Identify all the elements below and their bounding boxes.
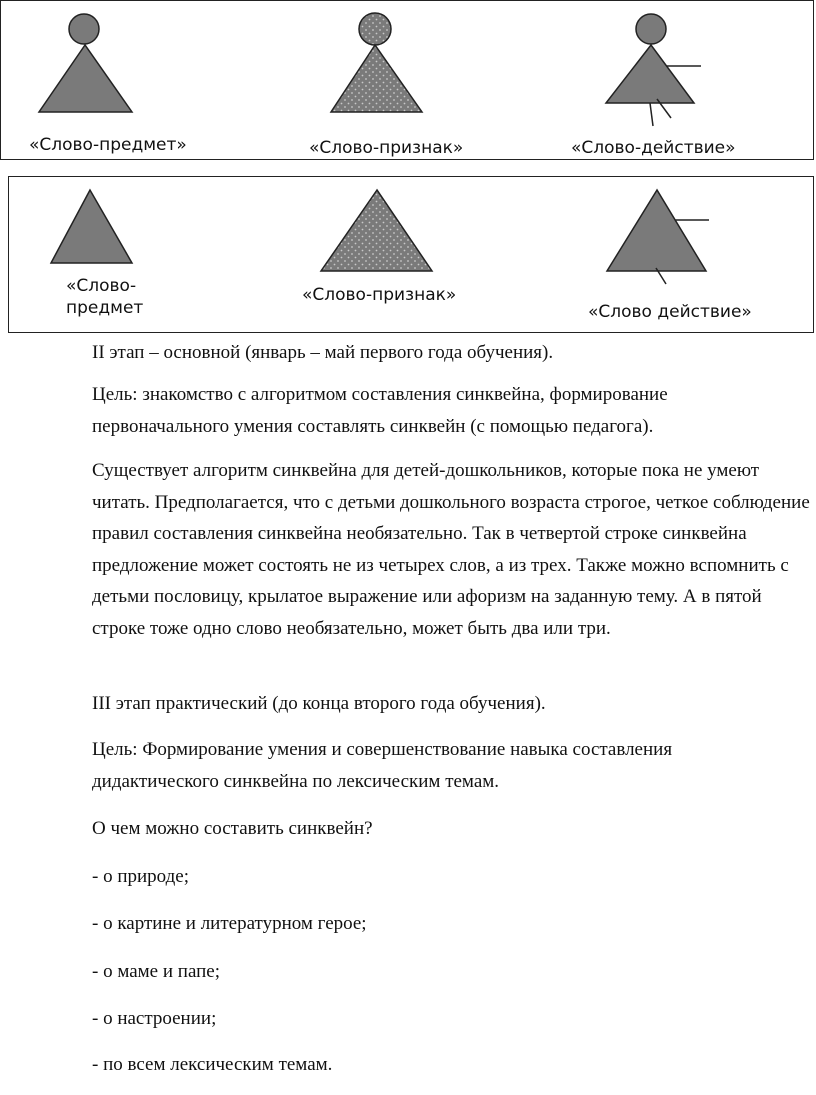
attribute-label-row1: «Слово-признак» <box>309 138 464 158</box>
list-item: - о картине и литературном герое; <box>92 913 367 934</box>
algorithm-paragraph: Существует алгоритм синквейна для детей-дошкольников, которые пока не умеют читать. Предполагается, что с детьми дошкольного возраста строгое, четкое соблюдение правил составления синквейна необязательно. Так в четвертой строке синквейна предложение может состоять не из четырех слов, а из трех. Также можно вспомнить с детьми пословицу, крылатое выражение или афоризм на заданную тему. А в пятой строке тоже одно слово необязательно, может быть два или три. <box>92 460 810 639</box>
action-label-row1: «Слово-действие» <box>571 138 736 158</box>
list-item: - о природе; <box>92 866 189 887</box>
attribute-label-row2: «Слово-признак» <box>302 285 457 305</box>
action-label-row2: «Слово действие» <box>588 302 752 322</box>
stage-2-goal: Цель: знакомство с алгоритмом составления синквейна, формирование первоначального умения составлять синквейн (с помощью педагога). <box>92 384 668 437</box>
noun-figure-row1 <box>39 14 132 112</box>
attribute-figure-row1 <box>331 13 422 112</box>
stage-3-heading: III этап практический (до конца второго года обучения). <box>92 693 546 714</box>
stage-2-heading: II этап – основной (январь – май первого года обучения). <box>92 342 554 363</box>
noun-label-row1: «Слово-предмет» <box>29 135 187 155</box>
question-line: О чем можно составить синквейн? <box>92 818 373 839</box>
list-item: - о маме и папе; <box>92 961 221 982</box>
action-figure-row1 <box>606 14 701 126</box>
noun-label-row2: «Слово-предмет <box>66 276 144 318</box>
list-item: - по всем лексическим темам. <box>92 1054 333 1075</box>
stage-3-goal: Цель: Формирование умения и совершенствование навыка составления дидактического синквейна по лексическим темам. <box>92 739 673 792</box>
list-item: - о настроении; <box>92 1008 217 1029</box>
